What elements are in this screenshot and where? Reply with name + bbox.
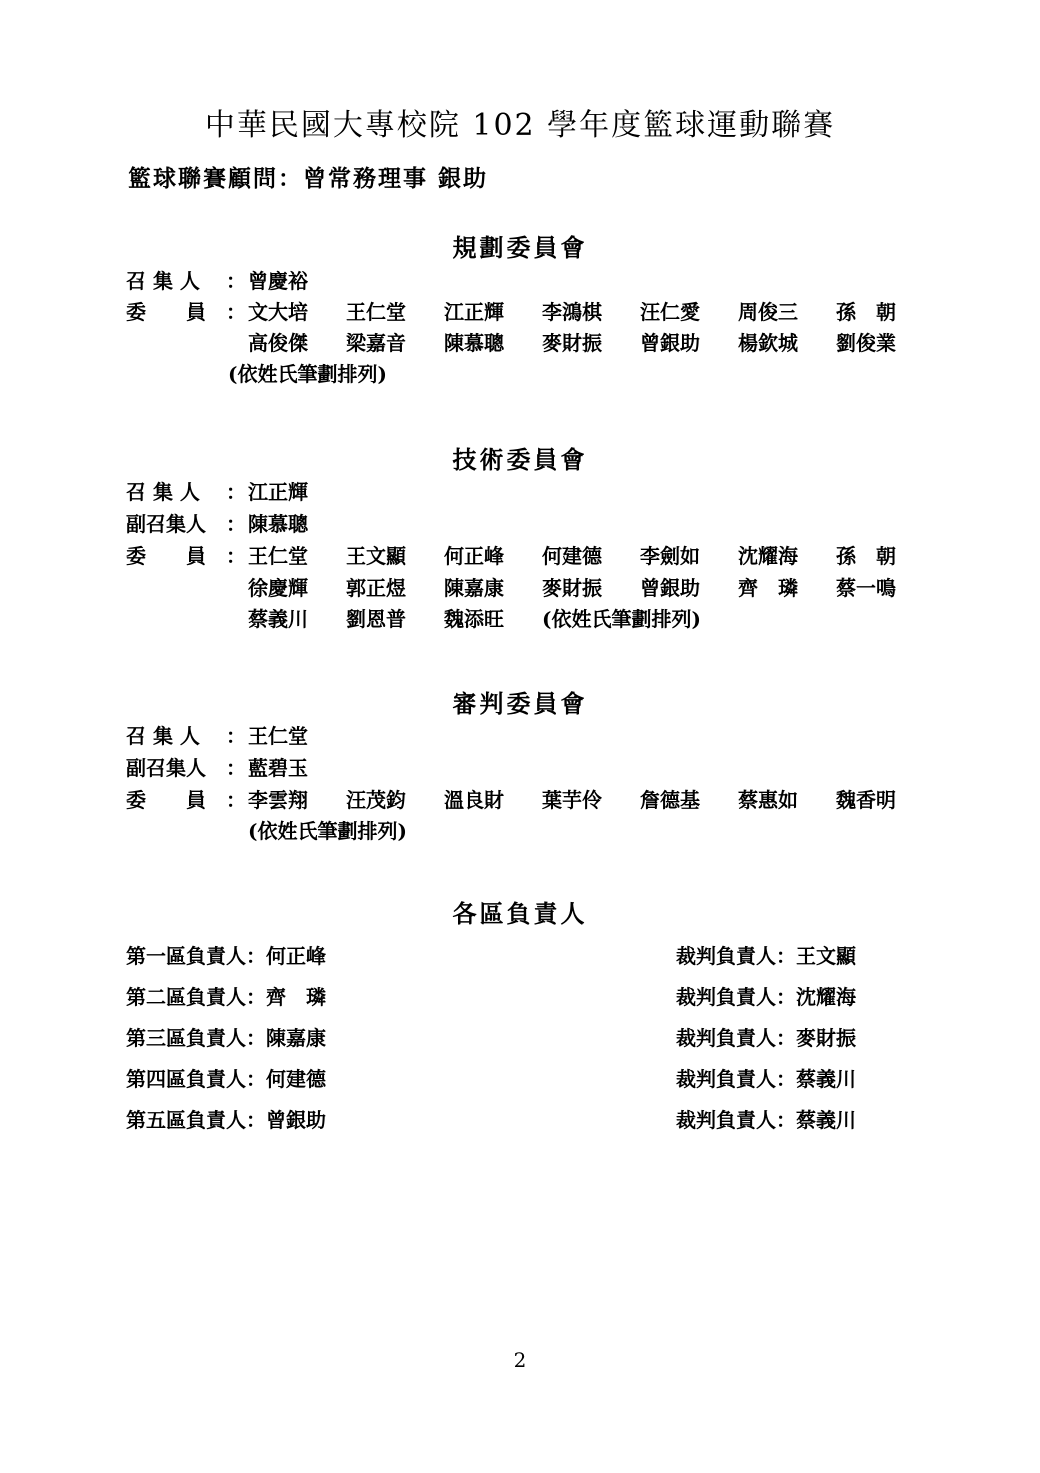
technical-members-row1 [248, 540, 896, 569]
referee-convener: 王仁堂 [248, 724, 308, 748]
referee-note: (依姓氏筆劃排列) [248, 819, 407, 843]
referee-lead-name: 蔡義川 [796, 1108, 856, 1132]
member-name: 楊欽城 [738, 331, 798, 355]
member-name: 溫良財 [444, 788, 504, 812]
referee-lead-label: 裁判負責人 [676, 1026, 776, 1050]
member-name: 葉芋伶 [542, 788, 602, 812]
member-name: 陳慕聰 [444, 331, 504, 355]
region-lead: 第一區負責人：何正峰 [126, 944, 326, 968]
referee-committee-title: 審判委員會 [452, 689, 588, 718]
member-name: 齊 璘 [738, 576, 798, 600]
member-name: 詹德基 [640, 788, 700, 812]
planning-committee-title: 規劃委員會 [452, 233, 588, 262]
member-name: 王仁堂 [248, 544, 308, 568]
planning-members-row2-line [248, 327, 896, 356]
referee-lead: 裁判負責人：蔡義川 [676, 1108, 856, 1132]
region-lead: 第四區負責人：何建德 [126, 1067, 326, 1091]
member-name: 王文顯 [346, 544, 406, 568]
member-name: 孫 朝 [836, 300, 896, 324]
member-name: 梁嘉音 [346, 331, 406, 355]
referee-convener-line: 召 集 人 ： 王仁堂 [126, 720, 308, 749]
member-name: 高俊傑 [248, 331, 308, 355]
region-lead-name: 齊 璘 [266, 985, 326, 1009]
referee-lead-name: 蔡義川 [796, 1067, 856, 1091]
member-name: 江正輝 [444, 300, 504, 324]
member-name: 曾銀助 [640, 331, 700, 355]
technical-members-row3 [248, 603, 542, 632]
referee-lead: 裁判負責人：蔡義川 [676, 1067, 856, 1091]
referee-vice-line: 副召集人 ： 藍碧玉 [126, 752, 308, 781]
member-name: 蔡惠如 [738, 788, 798, 812]
technical-members-row2-line [248, 572, 896, 601]
technical-convener-label: 召 集 人 [126, 480, 200, 504]
planning-convener-line: 召 集 人 ： 曾慶裕 [126, 265, 308, 294]
referee-convener-label: 召 集 人 [126, 724, 200, 748]
member-name: 李劍如 [640, 544, 700, 568]
technical-committee-title: 技術委員會 [452, 445, 588, 474]
technical-members-row2 [248, 572, 896, 601]
referee-members-line: 委 員 ： 李雲翔 汪茂鈞 溫良財 葉芋伶 詹德基 蔡惠如 魏香明 [126, 784, 896, 813]
referee-lead-label: 裁判負責人 [676, 985, 776, 1009]
member-name: 汪茂鈞 [346, 788, 406, 812]
region-lead-name: 何建德 [266, 1067, 326, 1091]
advisor-label: 籃球聯賽顧問 [128, 165, 278, 192]
region-lead-name: 陳嘉康 [266, 1026, 326, 1050]
member-name: 曾銀助 [640, 576, 700, 600]
referee-lead-label: 裁判負責人 [676, 1108, 776, 1132]
region-lead-name: 何正峰 [266, 944, 326, 968]
member-name: 汪仁愛 [640, 300, 700, 324]
member-name: 沈耀海 [738, 544, 798, 568]
member-name: 蔡義川 [248, 607, 308, 631]
region-lead-label: 第三區負責人 [126, 1026, 246, 1050]
regions-title: 各區負責人 [452, 899, 588, 928]
member-name: 何正峰 [444, 544, 504, 568]
page-number: 2 [513, 1348, 527, 1372]
referee-members-label: 委 員 [126, 788, 206, 812]
referee-vice-label: 副召集人 [126, 756, 206, 780]
member-name: 李雲翔 [248, 788, 308, 812]
member-name: 文大培 [248, 300, 308, 324]
member-name: 周俊三 [738, 300, 798, 324]
member-name: 郭正煜 [346, 576, 406, 600]
member-name: 何建德 [542, 544, 602, 568]
referee-lead-name: 麥財振 [796, 1026, 856, 1050]
referee-lead-name: 沈耀海 [796, 985, 856, 1009]
referee-vice: 藍碧玉 [248, 756, 308, 780]
planning-members-label: 委 員 [126, 300, 206, 324]
region-lead: 第二區負責人：齊 璘 [126, 985, 326, 1009]
planning-convener: 曾慶裕 [248, 269, 308, 293]
region-lead-label: 第五區負責人 [126, 1108, 246, 1132]
region-lead-name: 曾銀助 [266, 1108, 326, 1132]
referee-lead-name: 王文顯 [796, 944, 856, 968]
technical-note: (依姓氏筆劃排列) [542, 607, 701, 631]
technical-members-line: 委 員 ： 王仁堂 王文顯 何正峰 何建德 李劍如 沈耀海 孫 朝 [126, 540, 896, 569]
advisor-value: 曾常務理事 銀助 [303, 165, 489, 192]
region-lead: 第三區負責人：陳嘉康 [126, 1026, 326, 1050]
region-lead-label: 第二區負責人 [126, 985, 246, 1009]
technical-vice: 陳慕聰 [248, 512, 308, 536]
planning-members-line: 委 員 ： 文大培 王仁堂 江正輝 李鴻棋 汪仁愛 周俊三 孫 朝 [126, 296, 896, 325]
technical-vice-label: 副召集人 [126, 512, 206, 536]
member-name: 王仁堂 [346, 300, 406, 324]
member-name: 劉恩普 [346, 607, 406, 631]
referee-lead: 裁判負責人：麥財振 [676, 1026, 856, 1050]
referee-lead-label: 裁判負責人 [676, 944, 776, 968]
referee-members-row1 [248, 784, 896, 813]
planning-members-row2 [248, 327, 896, 356]
member-name: 陳嘉康 [444, 576, 504, 600]
region-lead-label: 第一區負責人 [126, 944, 246, 968]
technical-convener: 江正輝 [248, 480, 308, 504]
member-name: 孫 朝 [836, 544, 896, 568]
member-name: 蔡一鳴 [836, 576, 896, 600]
technical-vice-line: 副召集人 ： 陳慕聰 [126, 508, 308, 537]
planning-members-row1 [248, 296, 896, 325]
referee-lead: 裁判負責人：王文顯 [676, 944, 856, 968]
technical-members-row3-line [248, 603, 701, 632]
region-lead: 第五區負責人：曾銀助 [126, 1108, 326, 1132]
planning-convener-label: 召 集 人 [126, 269, 200, 293]
member-name: 麥財振 [542, 576, 602, 600]
region-lead-label: 第四區負責人 [126, 1067, 246, 1091]
member-name: 劉俊業 [836, 331, 896, 355]
member-name: 李鴻棋 [542, 300, 602, 324]
member-name: 魏香明 [836, 788, 896, 812]
planning-note: (依姓氏筆劃排列) [228, 362, 387, 386]
advisor-line: 籃球聯賽顧問：曾常務理事 銀助 [128, 165, 489, 192]
member-name: 徐慶輝 [248, 576, 308, 600]
member-name: 魏添旺 [444, 607, 504, 631]
document-title: 中華民國大專校院 102 學年度籃球運動聯賽 [204, 108, 836, 143]
referee-lead-label: 裁判負責人 [676, 1067, 776, 1091]
member-name: 麥財振 [542, 331, 602, 355]
technical-convener-line: 召 集 人 ： 江正輝 [126, 476, 308, 505]
referee-lead: 裁判負責人：沈耀海 [676, 985, 856, 1009]
technical-members-label: 委 員 [126, 544, 206, 568]
